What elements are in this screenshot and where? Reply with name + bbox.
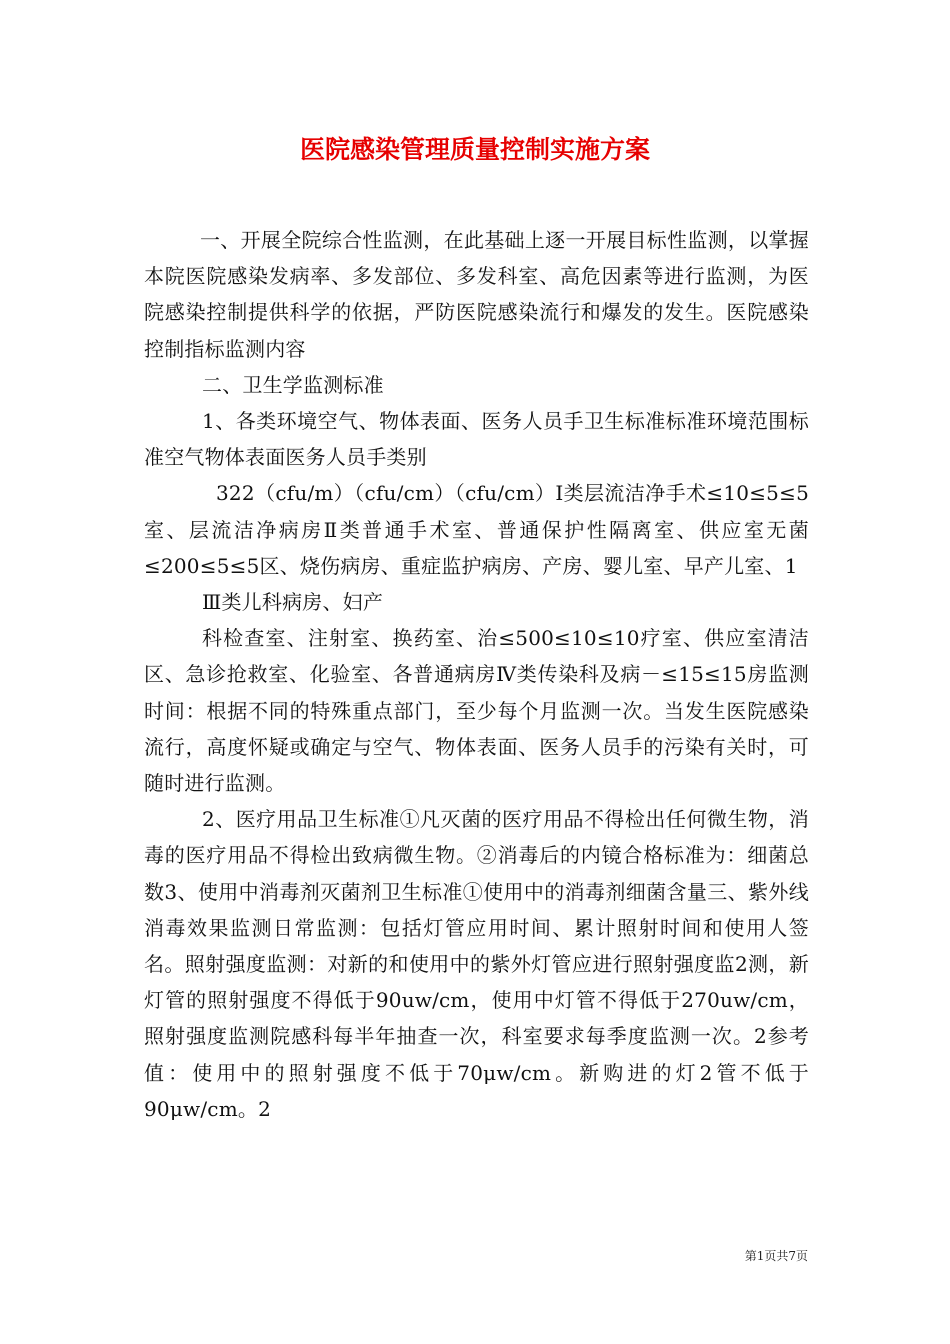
paragraph-5: Ⅲ类儿科病房、妇产 bbox=[202, 590, 384, 615]
paragraph-2: 二、卫生学监测标准 bbox=[202, 372, 384, 397]
paragraph-3: 1、各类环境空气、物体表面、医务人员手卫生标准标准环境范围标准空气物体表面医务人员手类别 bbox=[144, 409, 809, 470]
page-number: 第1页共7页 bbox=[744, 1249, 808, 1263]
document-body bbox=[144, 222, 809, 1127]
paragraph-4: 322（cfu/m）（cfu/cm）（cfu/cm）Ⅰ类层流洁净手术≤10≤5≤5室、层流洁净病房Ⅱ类普通手术室、普通保护性隔离室、供应室无菌≤200≤5≤5区、烧伤病房、重症监护病房、产房、婴儿室、早产儿室、1 bbox=[144, 481, 809, 578]
paragraph-6: 科检查室、注射室、换药室、治≤500≤10≤10疗室、供应室清洁区、急诊抢救室、化验室、各普通病房Ⅳ类传染科及病－≤15≤15房监测时间：根据不同的特殊重点部门，至少每个月监测一次。当发生医院感染流行，高度怀疑或确定与空气、物体表面、医务人员手的污染有关时，可随时进行监测。 bbox=[144, 626, 809, 796]
document-title: 医院感染管理质量控制实施方案 bbox=[299, 135, 650, 164]
paragraph-1: 一、开展全院综合性监测，在此基础上逐一开展目标性监测，以掌握本院医院感染发病率、多发部位、多发科室、高危因素等进行监测，为医院感染控制提供科学的依据，严防医院感染流行和爆发的发生。医院感染控制指标监测内容 bbox=[144, 228, 809, 361]
paragraph-7: 2、医疗用品卫生标准①凡灭菌的医疗用品不得检出任何微生物，消毒的医疗用品不得检出致病微生物。②消毒后的内镜合格标准为：细菌总数3、使用中消毒剂灭菌剂卫生标准①使用中的消毒剂细菌含量三、紫外线消毒效果监测日常监测：包括灯管应用时间、累计照射时间和使用人签名。照射强度监测：对新的和使用中的紫外灯管应进行照射强度监2测，新灯管的照射强度不得低于90uw/cm，使用中灯管不得低于270uw/cm，照射强度监测院感科每半年抽查一次，科室要求每季度监测一次。2参考值：使用中的照射强度不低于70μw/cm。新购进的灯2管不低于90μw/cm。2 bbox=[144, 807, 809, 1121]
